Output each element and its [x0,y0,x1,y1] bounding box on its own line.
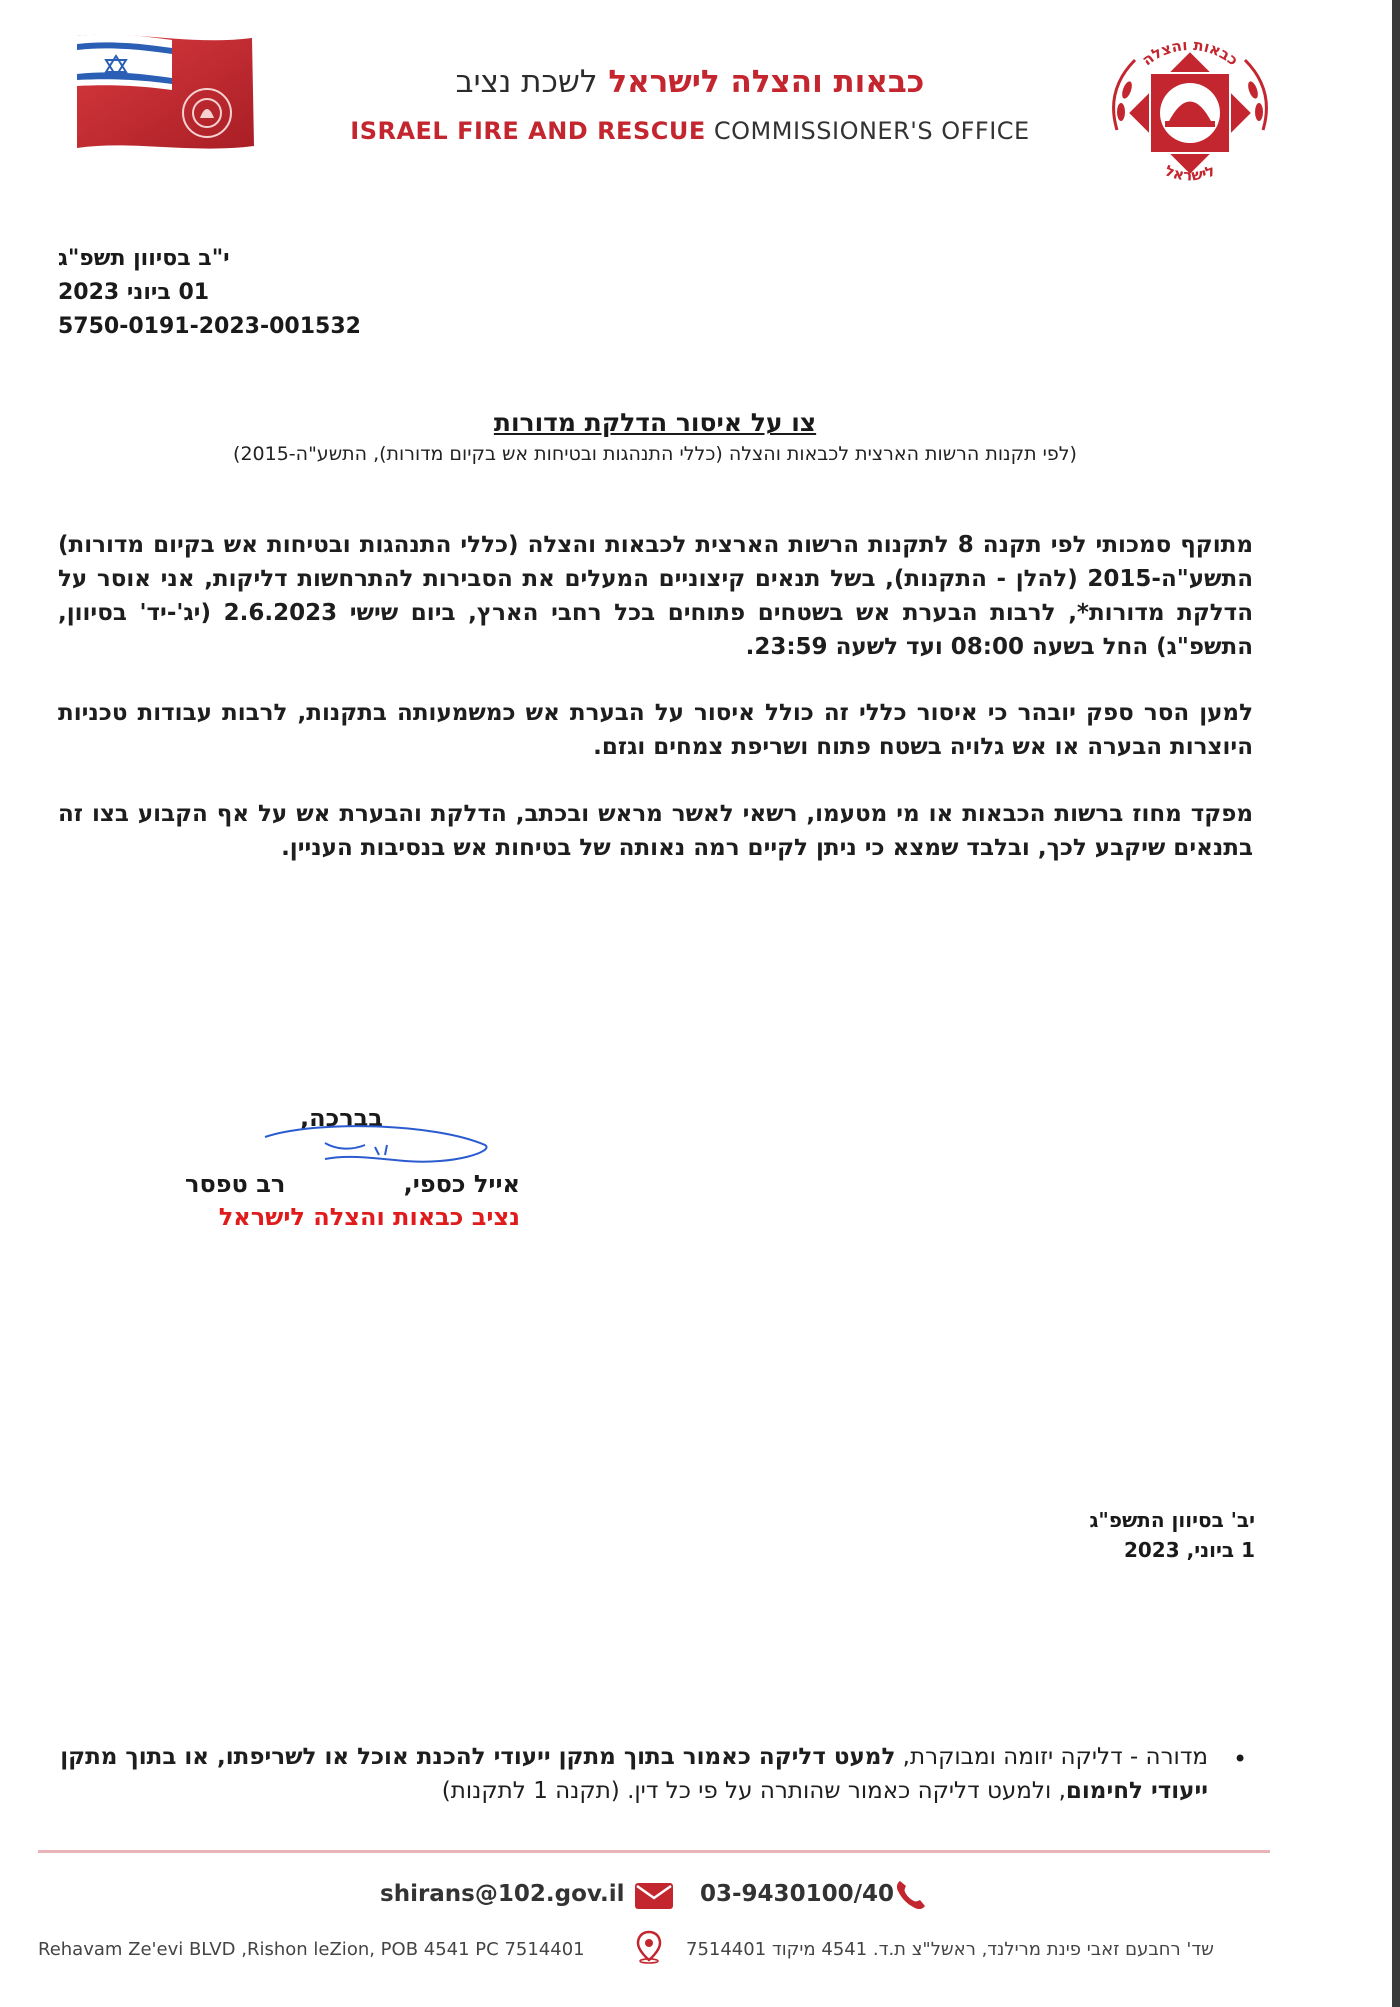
footer-divider [38,1850,1270,1853]
gregorian-date: 01 ביוני 2023 [58,280,210,305]
signature-greeting: בברכה, [300,1104,383,1132]
header-english-org [310,117,1070,145]
header-hebrew-org [360,64,1020,100]
page-edge [1392,0,1400,2007]
header-hebrew-org-dark: לשכת נציב [455,64,598,100]
header-english-org-red: ISRAEL FIRE AND RESCUE [350,117,706,145]
header-english-org-dark: COMMISSIONER'S OFFICE [713,117,1030,145]
emblem-top-text: כבאות והצלה [1138,35,1242,70]
footer-address-hebrew: שד' רחבעם זאבי פינת מרילנד, ראשל"צ ת.ד. 4541 מיקוד 7514401 [686,1939,1214,1960]
closing-date-block [1040,1505,1255,1565]
signatory-title: נציב כבאות והצלה לישראל [218,1203,520,1231]
document-title: צו על איסור הדלקת מדורות [493,408,817,437]
phone-icon [894,1878,928,1912]
footnote [58,1740,1208,1808]
document-subtitle: (לפי תקנות הרשות הארצית לכבאות והצלה (כללי התנהגות ובטיחות אש בקיום מדורות), התשע"ה-2015) [233,443,1077,465]
envelope-icon [634,1882,674,1910]
location-pin-icon [636,1930,662,1964]
signatory-name: אייל כספי, [403,1170,520,1198]
reference-number: 5750-0191-2023-001532 [58,314,361,339]
signatory-rank: רב טפסר [185,1170,286,1198]
footer-email-link[interactable]: shirans@102.gov.il [380,1881,625,1907]
footnote-rest: , ולמעט דליקה כאמור שהותרה על פי כל דין. (תקנה 1 לתקנות) [441,1778,1066,1804]
document-meta [58,242,361,344]
body-paragraph-1 [58,528,1253,664]
footnote-term: מדורה - דליקה יזומה ומבוקרת, [895,1744,1208,1770]
body-paragraph-2: למען הסר ספק יובהר כי איסור כללי זה כולל איסור על הבערת אש כמשמעותה בתקנות, לרבות עבודות טכניות היוצרות הבערה או אש גלויה בשטח פתוח ושריפת צמחים וגזם. [58,700,1253,760]
p1-text-b: ), בשל תנאים קיצוניים המעלים את הסבירות להתרחשות דליקות, אני אוסר על הדלקת מדורות*, לרבות הבערת אש בשטחים פתוחים בכל רחבי הארץ, ביום שישי 2.6.2023 (יג'-יד' בסיוון, התשפ"ג) החל בשעה 08:00 ועד לשעה 23:59. [58,566,1253,660]
header-hebrew-org-red: כבאות והצלה לישראל [608,64,925,100]
hebrew-date: י"ב בסיוון תשפ"ג [58,246,230,271]
closing-gregorian-date: 1 ביוני, 2023 [1123,1538,1255,1562]
p1-text-a: מתוקף סמכותי לפי תקנה 8 לתקנות הרשות הארצית לכבאות והצלה (כללי התנהגות ובטיחות אש בקיום מדורות) התשע"ה-2015 ( [58,532,1254,592]
p1-bold: להלן - התקנות [904,566,1068,592]
emblem-bottom-text: לישראל [1162,161,1218,185]
body-paragraph-3: מפקד מחוז ברשות הכבאות או מי מטעמו, רשאי לאשר מראש ובכתב, הדלקת והבערת אש על אף הקבוע בצו זה בתנאים שיקבע לכך, ובלבד שמצא כי ניתן לקיים רמה נאותה של בטיחות אש בנסיבות העניין. [58,801,1253,861]
footer-address-english: Rehavam Ze'evi BLVD ,Rishon leZion, POB 4541 PC 7514401 [38,1939,585,1960]
closing-hebrew-date: יב' בסיוון התשפ"ג [1089,1508,1255,1532]
fire-rescue-emblem-icon [1095,20,1285,195]
flag-icon [72,28,257,158]
footnote-bold: למעט דליקה כאמור בתוך מתקן ייעודי להכנת אוכל או לשריפתו, או בתוך מתקן ייעודי לחימום [60,1744,1208,1804]
footnote-bullet: • [1233,1745,1248,1773]
footer-phone-link[interactable]: 03-9430100/40 [700,1881,894,1907]
